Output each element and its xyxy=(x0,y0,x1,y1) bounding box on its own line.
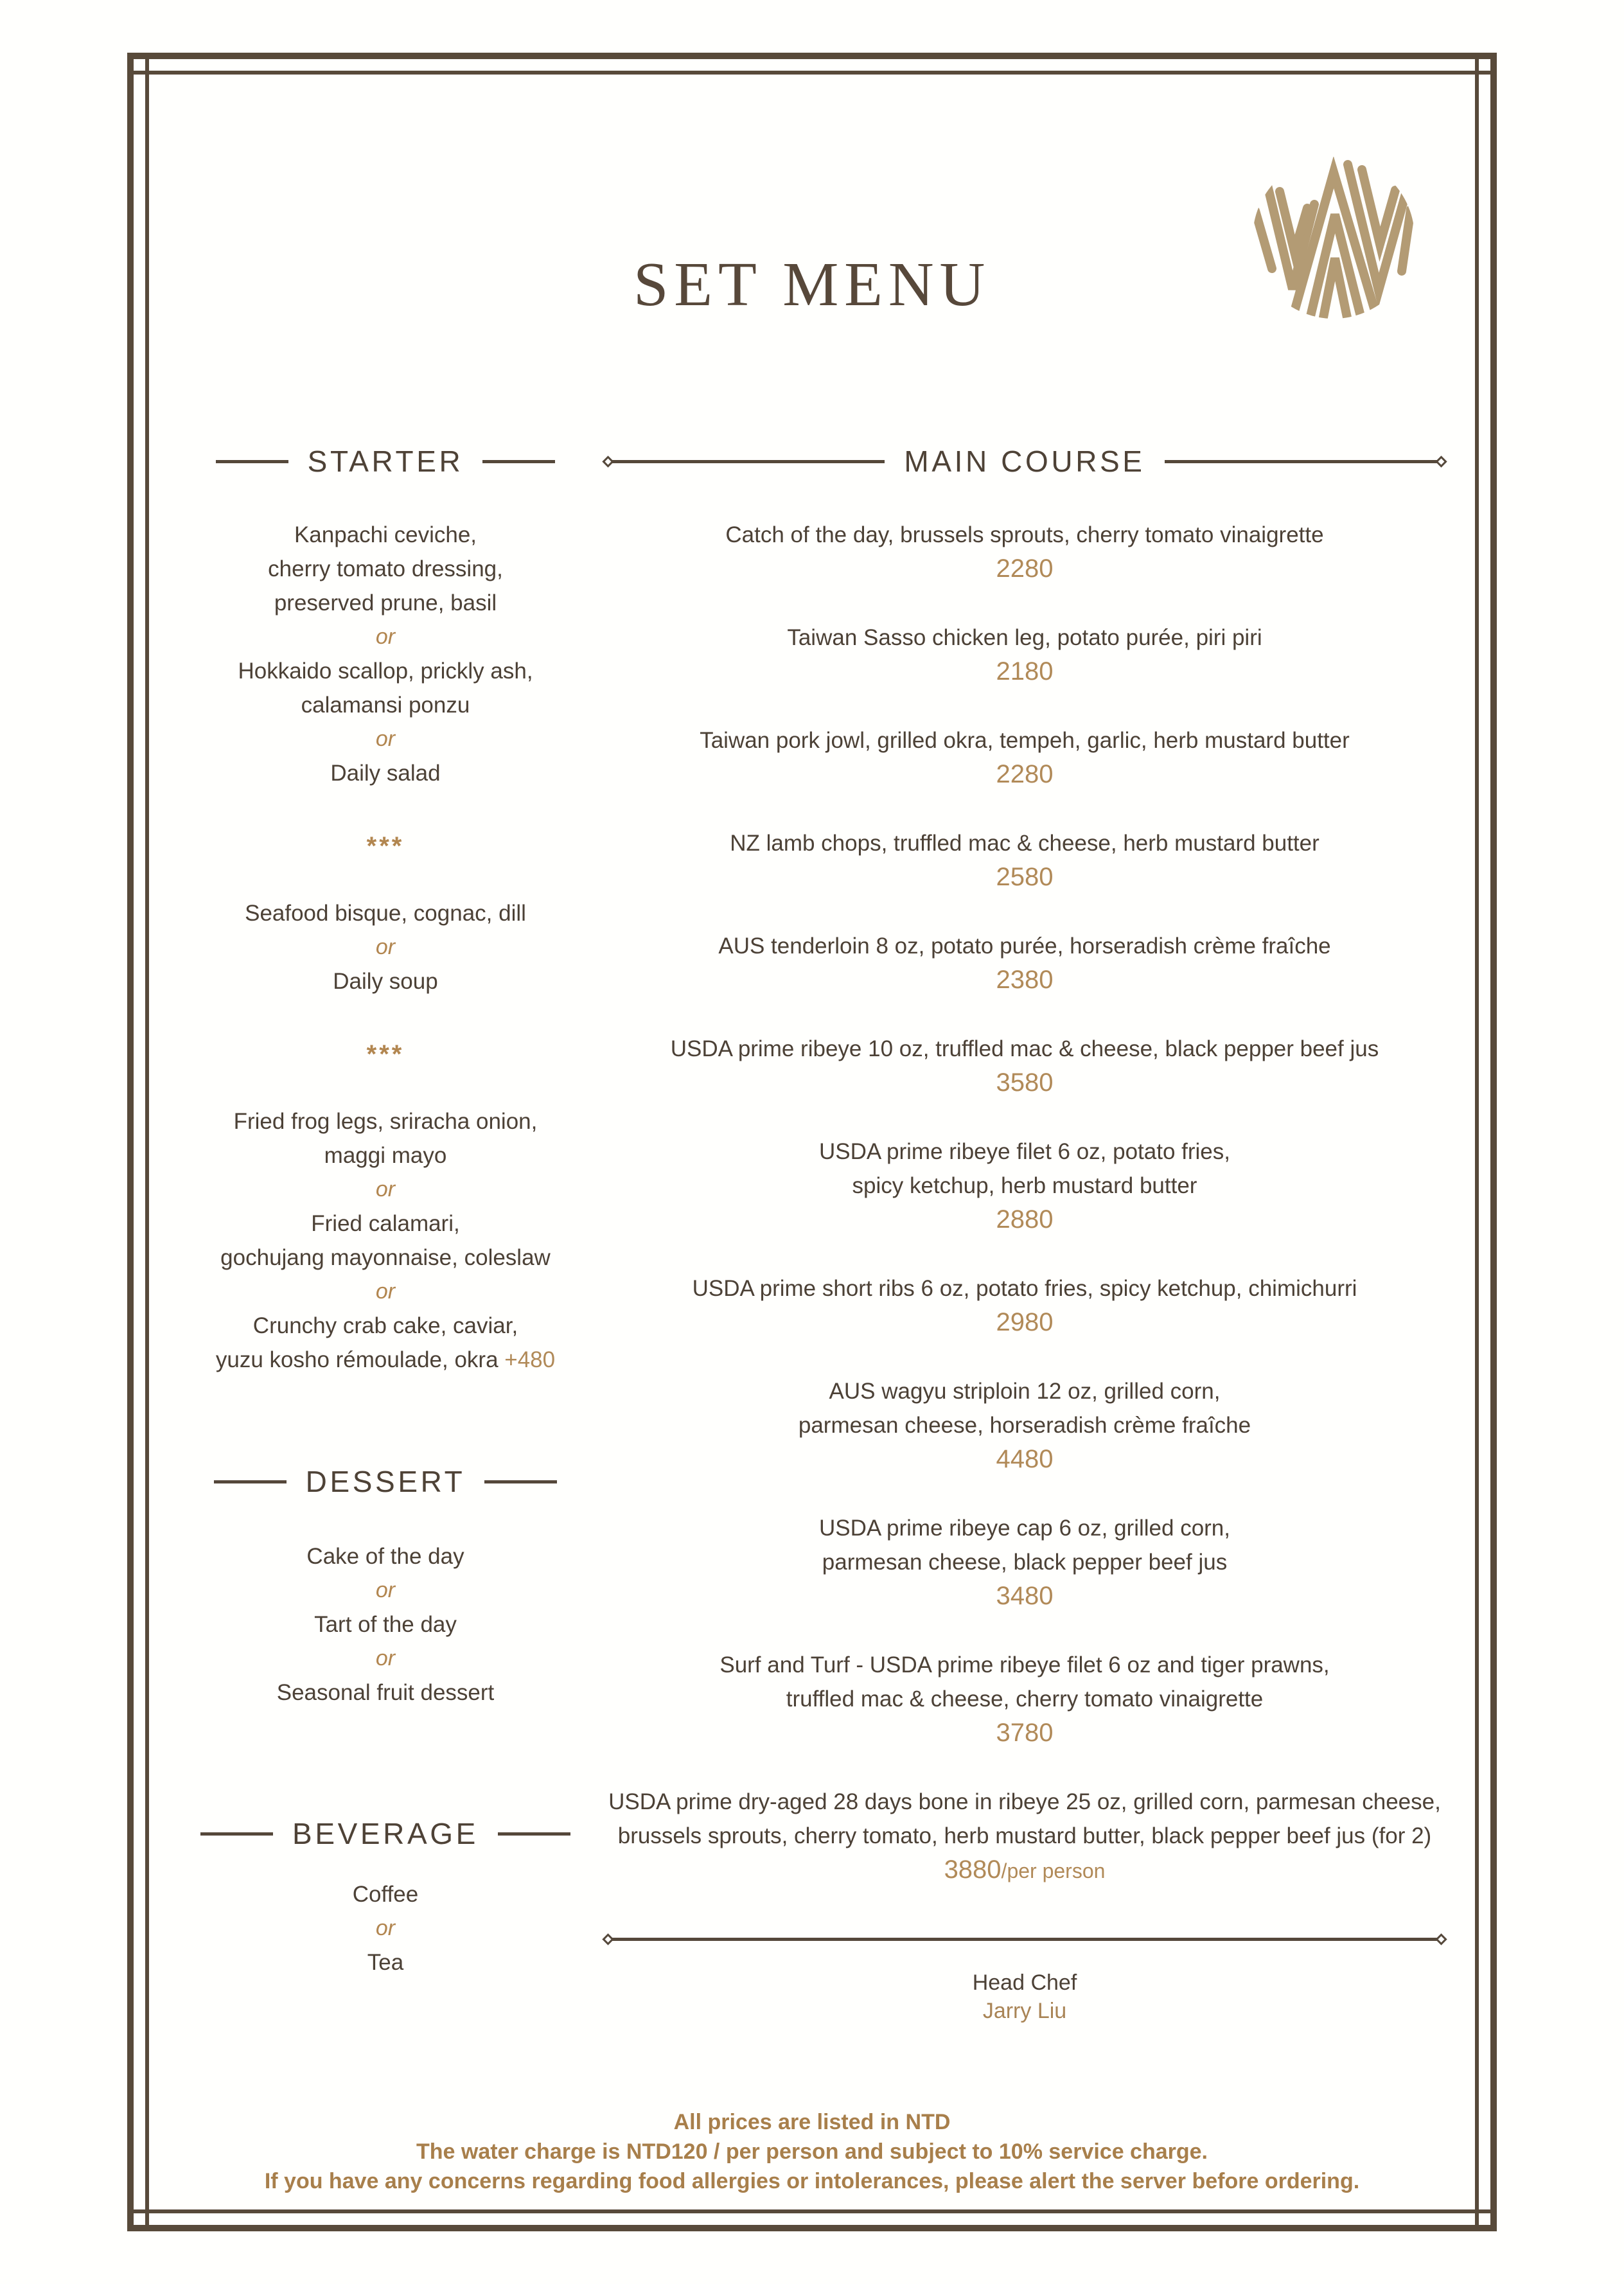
diamond-icon xyxy=(602,456,613,467)
beverage-heading: BEVERAGE xyxy=(292,1817,479,1850)
or-divider: or xyxy=(375,1279,396,1304)
item-price: 3880/per person xyxy=(944,1855,1106,1884)
or-divider: or xyxy=(375,624,396,649)
diamond-icon xyxy=(602,1933,613,1945)
menu-line: Taiwan pork jowl, grilled okra, tempeh, garlic, herb mustard butter xyxy=(700,728,1350,753)
menu-line: Fried calamari, xyxy=(311,1211,460,1236)
item-price: 2580 xyxy=(996,863,1054,891)
menu-line: maggi mayo xyxy=(324,1143,447,1168)
main-course-column xyxy=(604,443,1445,2025)
inner-border-right xyxy=(1475,59,1479,2225)
item-price: 2980 xyxy=(996,1308,1054,1336)
menu-line: yuzu kosho rémoulade, okra +480 xyxy=(215,1347,556,1372)
menu-line: AUS tenderloin 8 oz, potato purée, horseradish crème fraîche xyxy=(718,934,1331,959)
inner-border-bottom xyxy=(134,2209,1490,2213)
item-price: 4480 xyxy=(996,1445,1054,1473)
menu-line: USDA prime short ribs 6 oz, potato fries, spicy ketchup, chimichurri xyxy=(692,1276,1357,1301)
menu-line: Tea xyxy=(367,1950,404,1975)
or-divider: or xyxy=(375,1646,396,1670)
or-divider: or xyxy=(375,935,396,959)
course-separator: *** xyxy=(366,1040,405,1068)
menu-line: USDA prime dry-aged 28 days bone in ribeye 25 oz, grilled corn, parmesan cheese, xyxy=(608,1789,1441,1814)
starter-heading: STARTER xyxy=(307,445,464,478)
menu-line: Seafood bisque, cognac, dill xyxy=(245,901,526,926)
item-price: 2280 xyxy=(996,554,1054,583)
main-course-item xyxy=(604,1374,1445,1476)
inner-border-left xyxy=(145,59,149,2225)
menu-line: Seasonal fruit dessert xyxy=(276,1680,495,1705)
menu-line: USDA prime ribeye cap 6 oz, grilled corn, xyxy=(819,1516,1230,1541)
inner-border-top xyxy=(134,71,1490,75)
item-price: 3780 xyxy=(996,1719,1054,1747)
menu-line: parmesan cheese, black pepper beef jus xyxy=(822,1550,1228,1575)
item-price: 2880 xyxy=(996,1205,1054,1234)
menu-line: truffled mac & cheese, cherry tomato vinaigrette xyxy=(786,1686,1264,1712)
menu-line: USDA prime ribeye 10 oz, truffled mac & cheese, black pepper beef jus xyxy=(670,1036,1379,1061)
header-rule-left xyxy=(200,1832,273,1836)
main-course-item xyxy=(604,1785,1445,1887)
item-price: 2180 xyxy=(996,657,1054,686)
menu-line: Cake of the day xyxy=(306,1544,464,1569)
header-rule-right xyxy=(1165,460,1437,463)
or-divider: or xyxy=(375,727,396,751)
left-column xyxy=(173,443,597,1979)
menu-line: brussels sprouts, cherry tomato, herb mustard butter, black pepper beef jus (for 2) xyxy=(617,1823,1432,1848)
dessert-heading: DESSERT xyxy=(305,1465,466,1498)
menu-line: Catch of the day, brussels sprouts, cherry tomato vinaigrette xyxy=(725,522,1324,547)
main-course-item xyxy=(604,1032,1445,1100)
menu-line: Kanpachi ceviche, xyxy=(294,522,477,547)
closing-rule xyxy=(604,1933,1445,1945)
menu-line: Surf and Turf - USDA prime ribeye filet 6 oz and tiger prawns, xyxy=(719,1652,1330,1678)
price-suffix: /per person xyxy=(1001,1859,1106,1882)
section-header-dessert xyxy=(173,1464,597,1500)
menu-line: NZ lamb chops, truffled mac & cheese, herb mustard butter xyxy=(730,831,1320,856)
closing-rule-line xyxy=(612,1938,1437,1941)
header-rule-right xyxy=(484,1480,557,1483)
footer-note-charges: The water charge is NTD120 / per person and subject to 10% service charge. xyxy=(416,2139,1208,2164)
main-course-items xyxy=(604,518,1445,1887)
menu-line: spicy ketchup, herb mustard butter xyxy=(852,1173,1197,1198)
menu-line: Hokkaido scallop, prickly ash, xyxy=(238,659,533,684)
menu-line: gochujang mayonnaise, coleslaw xyxy=(220,1245,551,1270)
menu-line: Crunchy crab cake, caviar, xyxy=(252,1313,518,1338)
dessert-items xyxy=(173,1539,597,1710)
main-course-item xyxy=(604,1511,1445,1613)
menu-line: Daily soup xyxy=(333,969,438,994)
main-course-item xyxy=(604,1271,1445,1340)
main-course-item xyxy=(604,929,1445,997)
or-divider: or xyxy=(375,1916,396,1940)
header-rule-left xyxy=(612,460,885,463)
starter-items xyxy=(173,518,597,1377)
supplement-price: +480 xyxy=(504,1347,556,1372)
menu-line: preserved prune, basil xyxy=(274,590,497,615)
header-rule-right xyxy=(482,460,555,463)
menu-line: parmesan cheese, horseradish crème fraîche xyxy=(798,1413,1251,1438)
diamond-icon xyxy=(1435,1933,1447,1945)
footer-note-allergies: If you have any concerns regarding food allergies or intolerances, please alert the server before ordering. xyxy=(264,2169,1360,2193)
head-chef-signature xyxy=(604,1969,1445,2025)
item-price: 3580 xyxy=(996,1068,1054,1097)
chef-role: Head Chef xyxy=(972,1970,1077,1995)
chef-name: Jarry Liu xyxy=(982,1999,1067,2023)
main-course-item xyxy=(604,518,1445,586)
item-price: 2280 xyxy=(996,760,1054,788)
main-course-item xyxy=(604,826,1445,894)
header-rule-right xyxy=(498,1832,570,1836)
section-header-starter xyxy=(173,443,597,479)
main-course-heading: MAIN COURSE xyxy=(904,445,1145,478)
page-title: SET MENU xyxy=(633,250,991,319)
diamond-icon xyxy=(1435,456,1447,467)
footer-note-currency: All prices are listed in NTD xyxy=(673,2110,951,2134)
menu-line: calamansi ponzu xyxy=(301,693,470,718)
menu-line: AUS wagyu striploin 12 oz, grilled corn, xyxy=(829,1379,1221,1404)
or-divider: or xyxy=(375,1177,396,1201)
beverage-items xyxy=(173,1877,597,1979)
main-course-item xyxy=(604,1648,1445,1750)
or-divider: or xyxy=(375,1578,396,1602)
footer-notes xyxy=(0,2107,1624,2196)
main-course-item xyxy=(604,1135,1445,1237)
header-rule-left xyxy=(214,1480,287,1483)
item-price: 2380 xyxy=(996,966,1054,994)
main-course-item xyxy=(604,723,1445,792)
menu-line: USDA prime ribeye filet 6 oz, potato fries, xyxy=(819,1139,1230,1164)
menu-line: Daily salad xyxy=(330,761,441,786)
menu-line: Tart of the day xyxy=(314,1612,457,1637)
menu-line: cherry tomato dressing, xyxy=(268,556,503,581)
menu-line: Coffee xyxy=(352,1882,419,1907)
course-separator: *** xyxy=(366,832,405,860)
menu-line: Fried frog legs, sriracha onion, xyxy=(233,1109,538,1134)
header-rule-left xyxy=(216,460,288,463)
menu-line: Taiwan Sasso chicken leg, potato purée, piri piri xyxy=(787,625,1262,650)
section-header-main-course xyxy=(604,443,1445,479)
section-header-beverage xyxy=(173,1816,597,1852)
main-course-item xyxy=(604,621,1445,689)
item-price: 3480 xyxy=(996,1582,1054,1610)
